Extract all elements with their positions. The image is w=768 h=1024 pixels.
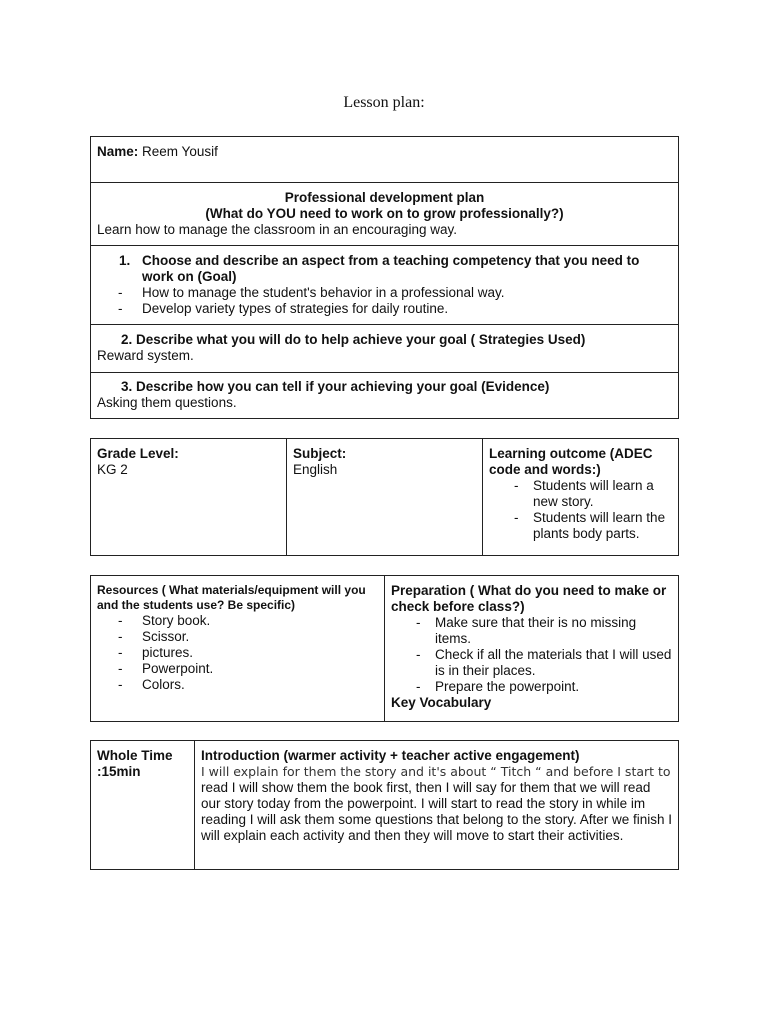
resources-preparation-box — [90, 575, 679, 722]
list-item: - Students will learn the plants body parts. — [489, 510, 672, 542]
outcome-label-2: code and words:) — [489, 462, 601, 477]
pd-heading: Professional development plan — [284, 190, 485, 205]
list-item: - Check if all the materials that I will used is in their places. — [391, 647, 672, 679]
list-item: - Prepare the powerpoint. — [391, 679, 672, 695]
list-item: - Story book. — [97, 613, 378, 629]
subject-label: Subject: — [293, 446, 347, 461]
key-vocabulary-label: Key Vocabulary — [391, 695, 492, 710]
list-item: - Scissor. — [97, 629, 378, 645]
pd-text: Learn how to manage the classroom in an encouraging way. — [97, 222, 457, 237]
page-title: Lesson plan: — [343, 94, 425, 111]
introduction-box — [90, 740, 679, 870]
name-value: Reem Yousif — [142, 144, 218, 159]
goal-list — [97, 285, 672, 317]
list-item: - Powerpoint. — [97, 661, 378, 677]
preparation-label: Preparation ( What do you need to make or check before class?) — [391, 583, 667, 614]
goal-number: 1. — [119, 253, 131, 268]
evidence-row — [91, 373, 678, 415]
resources-list — [97, 613, 378, 693]
introduction-text: read I will show them the book first, then I will say for them that we will read our story today from the powerpoint. I will start to read the story in while im reading I will ask them some questions that belong to the story. After we finish I will explain each activity and then they will move to start their activities. — [201, 780, 672, 843]
strategies-row — [91, 325, 678, 373]
list-item: - Students will learn a new story. — [489, 478, 672, 510]
pd-subheading: (What do YOU need to work on to grow professionally?) — [205, 206, 564, 221]
goal-row — [91, 246, 678, 325]
grade-cell — [91, 439, 287, 555]
name-row — [91, 137, 678, 183]
list-item: - Develop variety types of strategies for daily routine. — [97, 301, 672, 317]
preparation-cell — [385, 576, 678, 721]
time-label-1: Whole Time — [97, 748, 173, 763]
grade-label: Grade Level: — [97, 446, 179, 461]
list-item: - Colors. — [97, 677, 378, 693]
time-cell — [91, 741, 195, 869]
introduction-heading: Introduction (warmer activity + teacher active engagement) — [201, 748, 580, 763]
evidence-text: Asking them questions. — [97, 395, 237, 410]
introduction-cell — [195, 741, 678, 869]
grade-subject-box — [90, 438, 679, 556]
grade-value: KG 2 — [97, 462, 128, 477]
evidence-heading: 3. Describe how you can tell if your achieving your goal (Evidence) — [121, 379, 550, 394]
outcome-label-1: Learning outcome (ADEC — [489, 446, 653, 461]
pd-row — [91, 183, 678, 246]
preparation-list — [391, 615, 672, 695]
name-label: Name: — [97, 144, 139, 159]
time-label-2: :15min — [97, 764, 141, 779]
introduction-first-line: I will explain for them the story and it's about “ Titch “ and before I start to — [201, 764, 671, 779]
list-item: - pictures. — [97, 645, 378, 661]
strategies-text: Reward system. — [97, 348, 194, 363]
goal-heading-2: work on (Goal) — [142, 269, 237, 284]
list-item: - How to manage the student's behavior in a professional way. — [97, 285, 672, 301]
outcome-cell — [483, 439, 678, 555]
outcome-list — [489, 478, 672, 542]
strategies-heading: 2. Describe what you will do to help achieve your goal ( Strategies Used) — [121, 332, 586, 347]
goal-heading-1: Choose and describe an aspect from a teaching competency that you need to — [142, 253, 640, 268]
subject-cell — [287, 439, 483, 555]
list-item: - Make sure that their is no missing items. — [391, 615, 672, 647]
resources-cell — [91, 576, 385, 721]
subject-value: English — [293, 462, 338, 477]
resources-label: Resources ( What materials/equipment will you and the students use? Be specific) — [97, 583, 366, 612]
professional-development-box — [90, 136, 679, 419]
